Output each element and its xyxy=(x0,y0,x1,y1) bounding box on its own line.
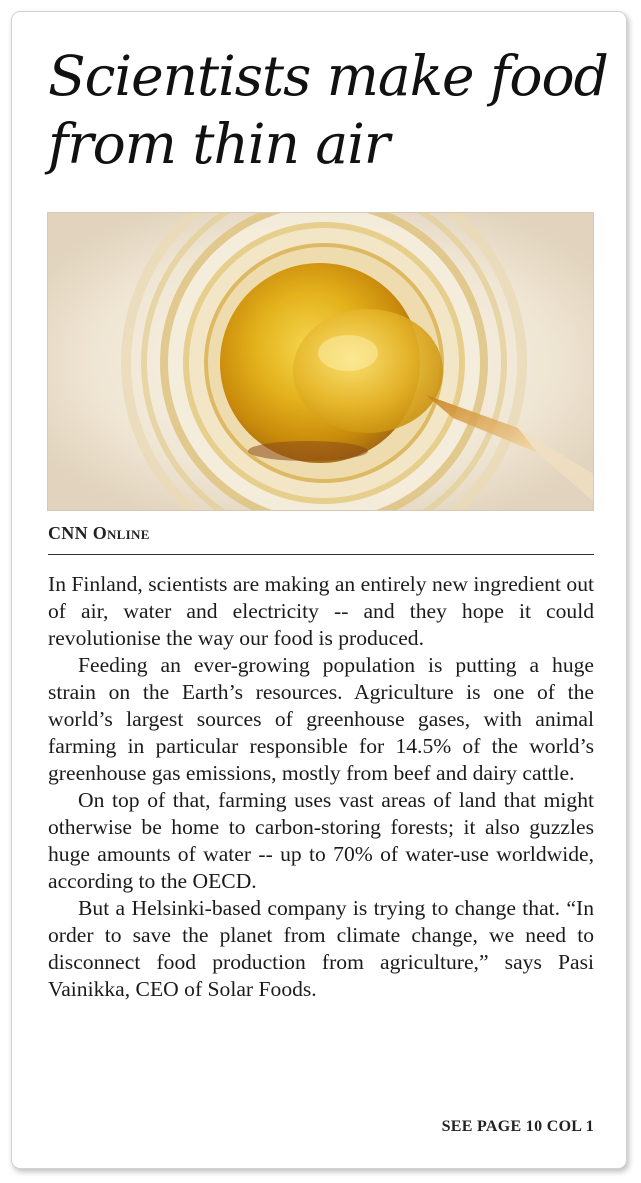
paragraph: Feeding an ever-growing population is putting a huge strain on the Earth’s resources. Agriculture is one of the world’s largest sources of greenhouse gases, with animal farming in particular responsible for 14.5% of the world’s greenhouse gas emissions, mostly from beef and dairy cattle. xyxy=(48,653,594,785)
headline-line-1: Scientists make food xyxy=(48,44,608,108)
paragraph: In Finland, scientists are making an entirely new ingredient out of air, water and electricity -- and they hope it could revolutionise the way our food is produced. xyxy=(48,572,594,650)
article-body xyxy=(48,571,594,1003)
powder-glass-illustration xyxy=(48,213,594,511)
headline-line-2: from thin air xyxy=(48,112,390,176)
source-credit: CNN Online xyxy=(48,523,150,543)
continuation-note: SEE PAGE 10 COL 1 xyxy=(441,1118,594,1135)
divider-rule xyxy=(48,554,594,555)
paragraph: On top of that, farming uses vast areas of land that might otherwise be home to carbon-storing forests; it also guzzles huge amounts of water -- up to 70% of water-use worldwide, according to the OECD. xyxy=(48,788,594,893)
article-photo xyxy=(47,212,594,511)
paragraph: But a Helsinki-based company is trying to change that. “In order to save the planet from climate change, we need to disconnect food production from agriculture,” says Pasi Vainikka, CEO of Solar Foods. xyxy=(48,896,594,1001)
headline xyxy=(48,42,608,178)
